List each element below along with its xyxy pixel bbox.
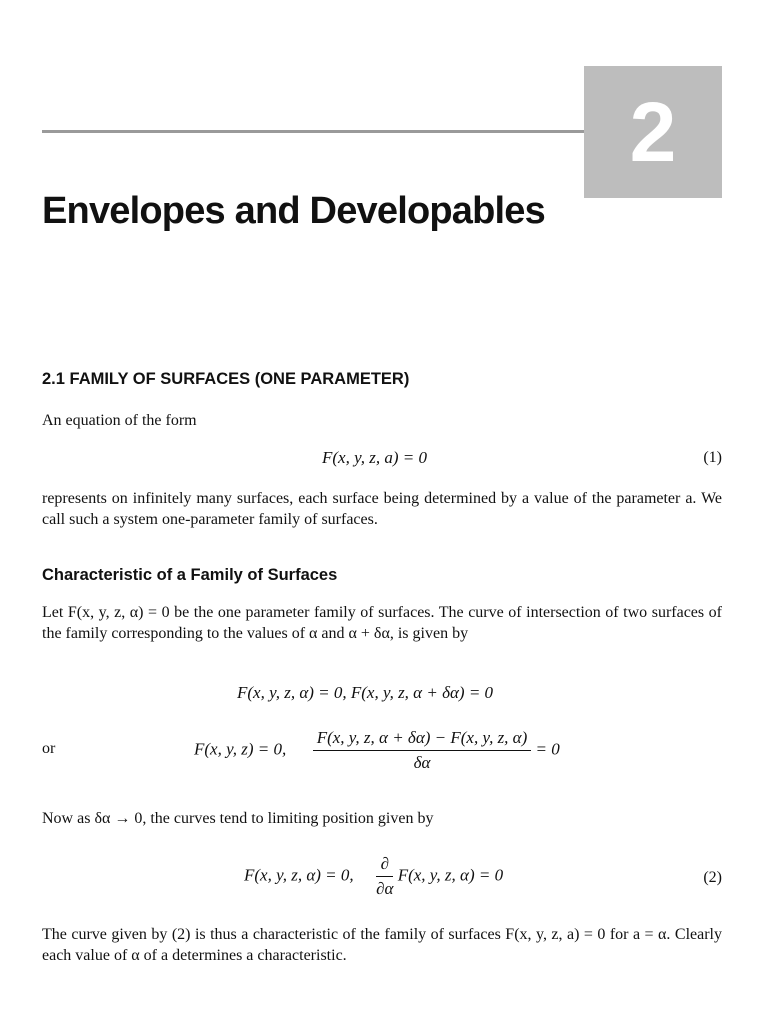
section-heading: 2.1 FAMILY OF SURFACES (ONE PARAMETER): [42, 370, 410, 388]
equation-2-left: F(x, y, z, α) = 0,: [244, 865, 354, 885]
difference-quotient-numerator: F(x, y, z, α + δα) − F(x, y, z, α): [313, 728, 532, 751]
equation-1-number: (1): [703, 449, 722, 466]
subsection-heading: Characteristic of a Family of Surfaces: [42, 566, 338, 584]
chapter-number: 2: [629, 84, 677, 179]
chapter-rule: [42, 130, 586, 133]
equation-2-number: (2): [703, 869, 722, 886]
equation-or: [194, 728, 560, 773]
difference-quotient: [313, 728, 532, 773]
equation-pair: F(x, y, z, α) = 0, F(x, y, z, α + δα) = 0: [237, 683, 494, 702]
or-label: or: [42, 740, 56, 757]
difference-quotient-denominator: δα: [413, 753, 431, 772]
equation-or-left: F(x, y, z) = 0,: [194, 739, 287, 759]
equation-2: [244, 854, 503, 899]
paragraph-limit: Now as δα → 0, the curves tend to limiting position given by: [42, 810, 434, 827]
equation-1: F(x, y, z, a) = 0: [322, 448, 427, 467]
equation-or-right: = 0: [535, 739, 560, 759]
paragraph-family-definition: represents on infinitely many surfaces, each surface being determined by a value of the parameter a. We call such a system one-parameter family of surfaces.: [42, 490, 722, 528]
chapter-number-box: [584, 66, 722, 198]
paragraph-intersection: Let F(x, y, z, α) = 0 be the one parameter family of surfaces. The curve of intersection of two surfaces of the family corresponding to the values of α and α + δα, is given by: [42, 604, 722, 642]
partial-derivative: [376, 854, 393, 899]
intro-text: An equation of the form: [42, 412, 197, 429]
equation-2-right: F(x, y, z, α) = 0: [397, 865, 504, 885]
chapter-title: Envelopes and Developables: [42, 190, 545, 232]
paragraph-characteristic: The curve given by (2) is thus a characteristic of the family of surfaces F(x, y, z, a) = 0 for a = α. Clearly each value of α of a determines a characteristic.: [42, 926, 722, 964]
partial-derivative-numerator: ∂: [376, 854, 393, 877]
partial-derivative-denominator: ∂α: [376, 879, 394, 898]
